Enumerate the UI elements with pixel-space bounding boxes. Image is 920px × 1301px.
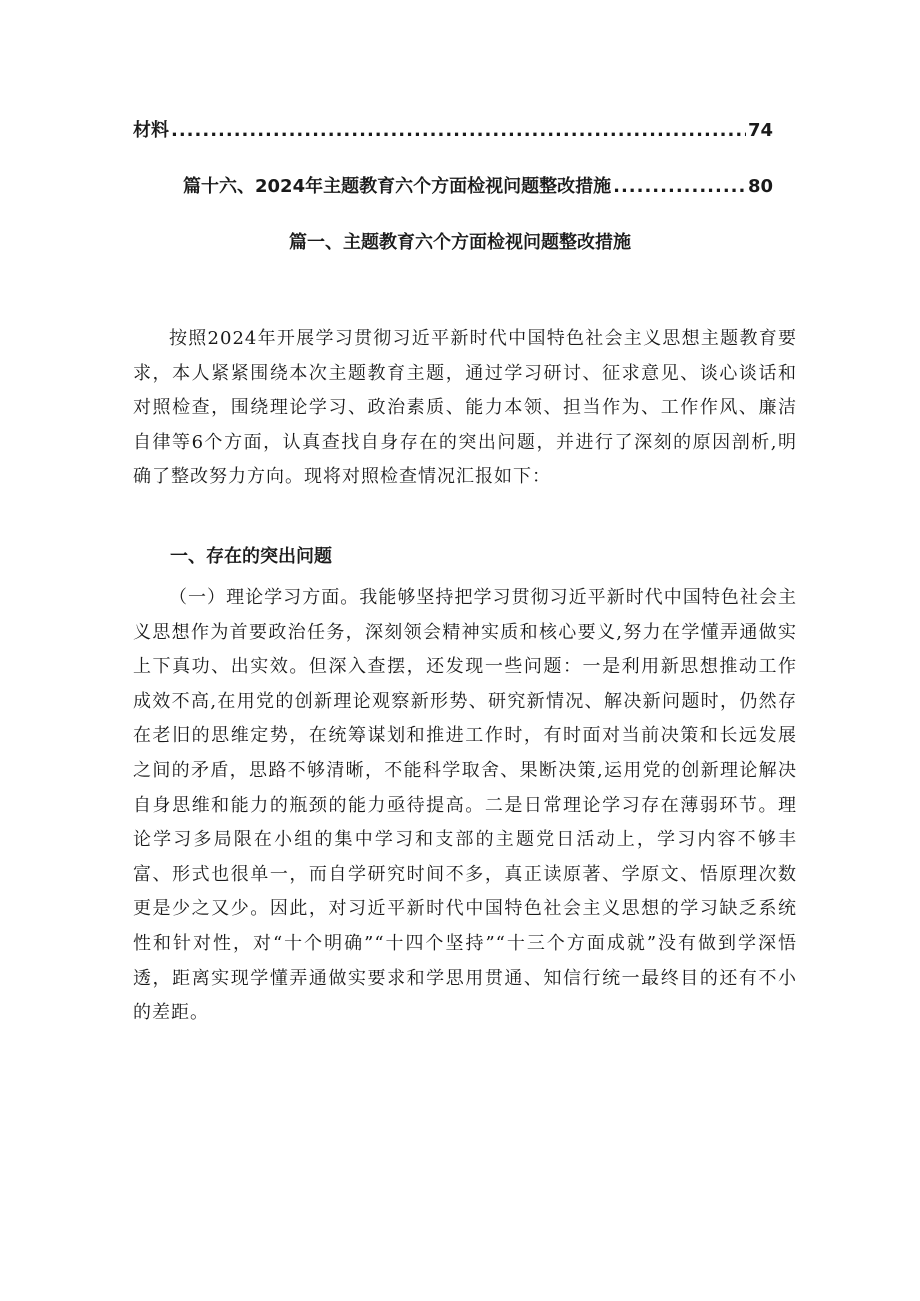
toc-leader-dots [613,176,746,197]
toc-entry-text: 材料 [133,120,169,141]
toc-page-number: 80 [747,176,773,197]
toc-entry[interactable] [133,116,773,142]
intro-paragraph: 按照2024年开展学习贯彻习近平新时代中国特色社会主义思想主题教育要求，本人紧紧围绕本次主题教育主题，通过学习研讨、征求意见、谈心谈话和对照检查，围绕理论学习、政治素质、能力本领、担当作为、工作作风、廉洁自律等6个方面，认真查找自身存在的突出问题，并进行了深刻的原因剖析,明确了整改努力方向。现将对照检查情况汇报如下： [133,328,797,488]
document-title: 篇一、主题教育六个方面检视问题整改措施 [289,232,631,253]
toc-entry-text: 篇十六、2024年主题教育六个方面检视问题整改措施 [183,176,612,197]
toc-entry[interactable] [183,172,773,198]
section-paragraph: （一）理论学习方面。我能够坚持把学习贯彻习近平新时代中国特色社会主义思想作为首要政治任务，深刻领会精神实质和核心要义,努力在学懂弄通做实上下真功、出实效。但深入查摆，还发现一些问题：一是利用新思想推动工作成效不高,在用党的创新理论观察新形势、研究新情况、解决新问题时，仍然存在老旧的思维定势，在统筹谋划和推进工作时，有时面对当前决策和长远发展之间的矛盾，思路不够清晰，不能科学取舍、果断决策,运用党的创新理论解决自身思维和能力的瓶颈的能力亟待提高。二是日常理论学习存在薄弱环节。理论学习多局限在小组的集中学习和支部的主题党日活动上，学习内容不够丰富、形式也很单一，而自学研究时间不多，真正读原著、学原文、悟原理次数更是少之又少。因此，对习近平新时代中国特色社会主义思想的学习缺乏系统性和针对性，对“十个明确”“十四个坚持”“十三个方面成就”没有做到学深悟透，距离实现学懂弄通做实要求和学思用贯通、知信行统一最终目的还有不小的差距。 [133,587,797,1024]
toc-page-number: 74 [747,120,773,141]
section-heading: 一、存在的突出问题 [170,546,332,567]
toc-leader-dots [171,120,746,141]
